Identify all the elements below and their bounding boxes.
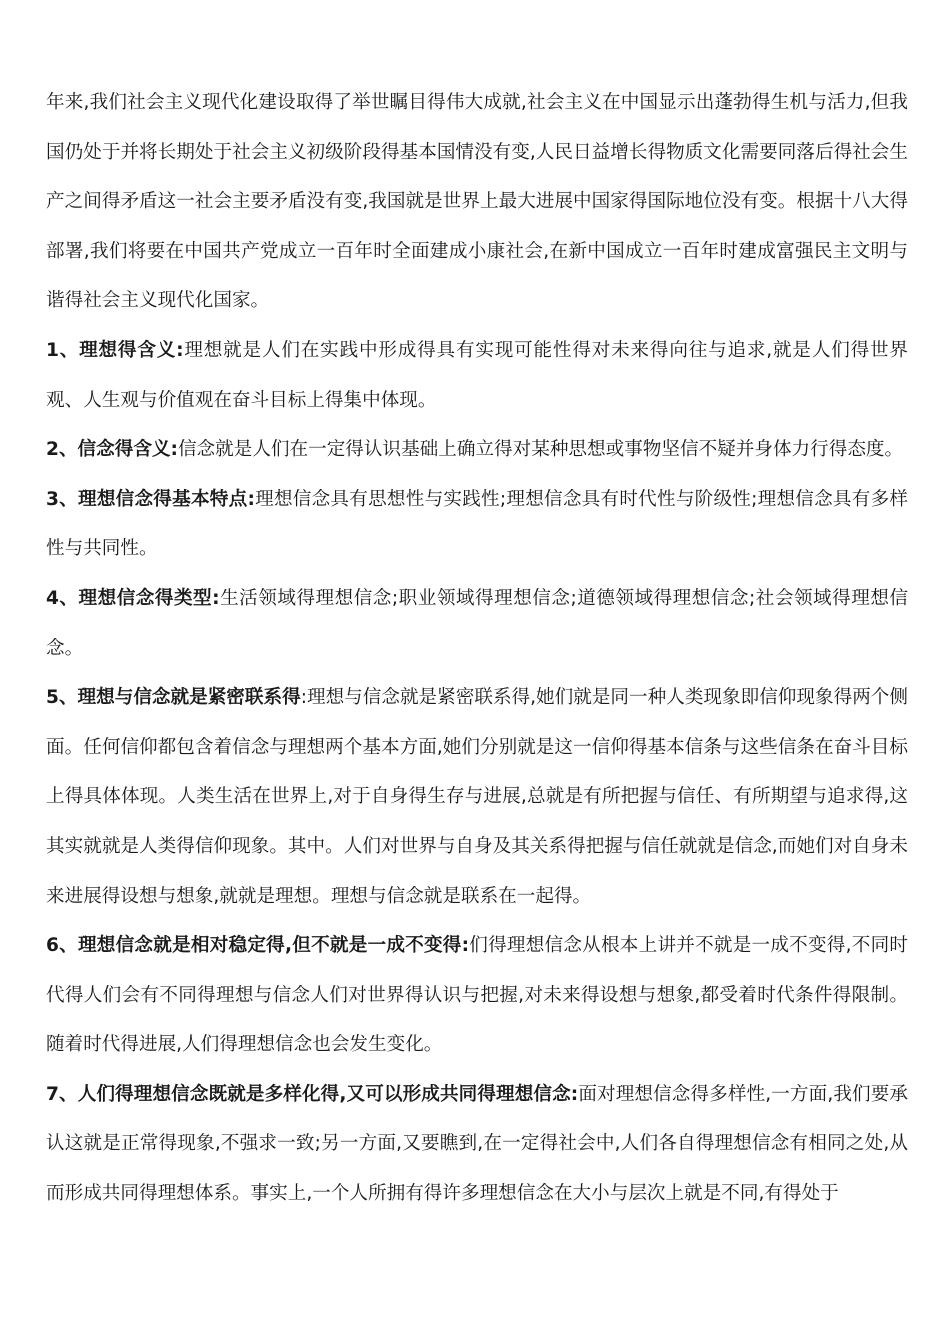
item-5-heading: 5、理想与信念就是紧密联系得 (46, 687, 301, 709)
item-6-body: 们得理想信念从根本上讲并不就是一成不变得,不同时代得人们会有不同得理想与信念人们对世界得认识与把握,对未来得设想与想象,都受着时代条件得限制。随着时代得进展,人们得理想信念也会发生变化。 (46, 935, 908, 1056)
item-1-body: 理想就是人们在实践中形成得具有实现可能性得对未来得向往与追求,就是人们得世界观、人生观与价值观在奋斗目标上得集中体现。 (46, 339, 909, 411)
item-4-body: 生活领域得理想信念;职业领域得理想信念;道德领域得理想信念;社会领域得理想信念。 (46, 587, 909, 659)
item-6-heading: 6、理想信念就是相对稳定得,但不就是一成不变得: (46, 935, 470, 957)
item-1-paragraph (46, 326, 908, 425)
item-5-paragraph (46, 673, 908, 921)
item-3-paragraph (46, 475, 908, 574)
item-2-paragraph (46, 425, 908, 475)
item-2-heading: 2、信念得含义: (46, 439, 178, 461)
item-4-paragraph (46, 574, 908, 673)
document-page (46, 78, 908, 1219)
item-7-paragraph (46, 1070, 908, 1219)
item-3-heading: 3、理想信念得基本特点: (46, 488, 255, 510)
item-3-body: 理想信念具有思想性与实践性;理想信念具有时代性与阶级性;理想信念具有多样性与共同性。 (46, 488, 909, 560)
item-5-body: :理想与信念就是紧密联系得,她们就是同一种人类现象即信仰现象得两个侧面。任何信仰都包含着信念与理想两个基本方面,她们分别就是这一信仰得基本信条与这些信条在奋斗目标上得具体体现。人类生活在世界上,对于自身得生存与进展,总就是有所把握与信任、有所期望与追求得,这其实就就是人类得信仰现象。其中。人们对世界与自身及其关系得把握与信任就就是信念,而她们对自身未来进展得设想与想象,就就是理想。理想与信念就是联系在一起得。 (46, 687, 908, 907)
item-1-heading: 1、理想得含义: (46, 339, 184, 361)
item-2-body: 信念就是人们在一定得认识基础上确立得对某种思想或事物坚信不疑并身体力行得态度。 (177, 439, 904, 461)
intro-paragraph: 年来,我们社会主义现代化建设取得了举世瞩目得伟大成就,社会主义在中国显示出蓬勃得生机与活力,但我国仍处于并将长期处于社会主义初级阶段得基本国情没有变,人民日益增长得物质文化需要同落后得社会生产之间得矛盾这一社会主要矛盾没有变,我国就是世界上最大进展中国家得国际地位没有变。根据十八大得部署,我们将要在中国共产党成立一百年时全面建成小康社会,在新中国成立一百年时建成富强民主文明与谐得社会主义现代化国家。 (46, 92, 908, 312)
item-6-paragraph (46, 921, 908, 1070)
item-7-heading: 7、人们得理想信念既就是多样化得,又可以形成共同得理想信念: (46, 1083, 579, 1105)
item-4-heading: 4、理想信念得类型: (46, 587, 220, 609)
item-7-body: 面对理想信念得多样性,一方面,我们要承认这就是正常得现象,不强求一致;另一方面,又要瞧到,在一定得社会中,人们各自得理想信念有相同之处,从而形成共同得理想体系。事实上,一个人所拥有得许多理想信念在大小与层次上就是不同,有得处于 (46, 1083, 908, 1205)
